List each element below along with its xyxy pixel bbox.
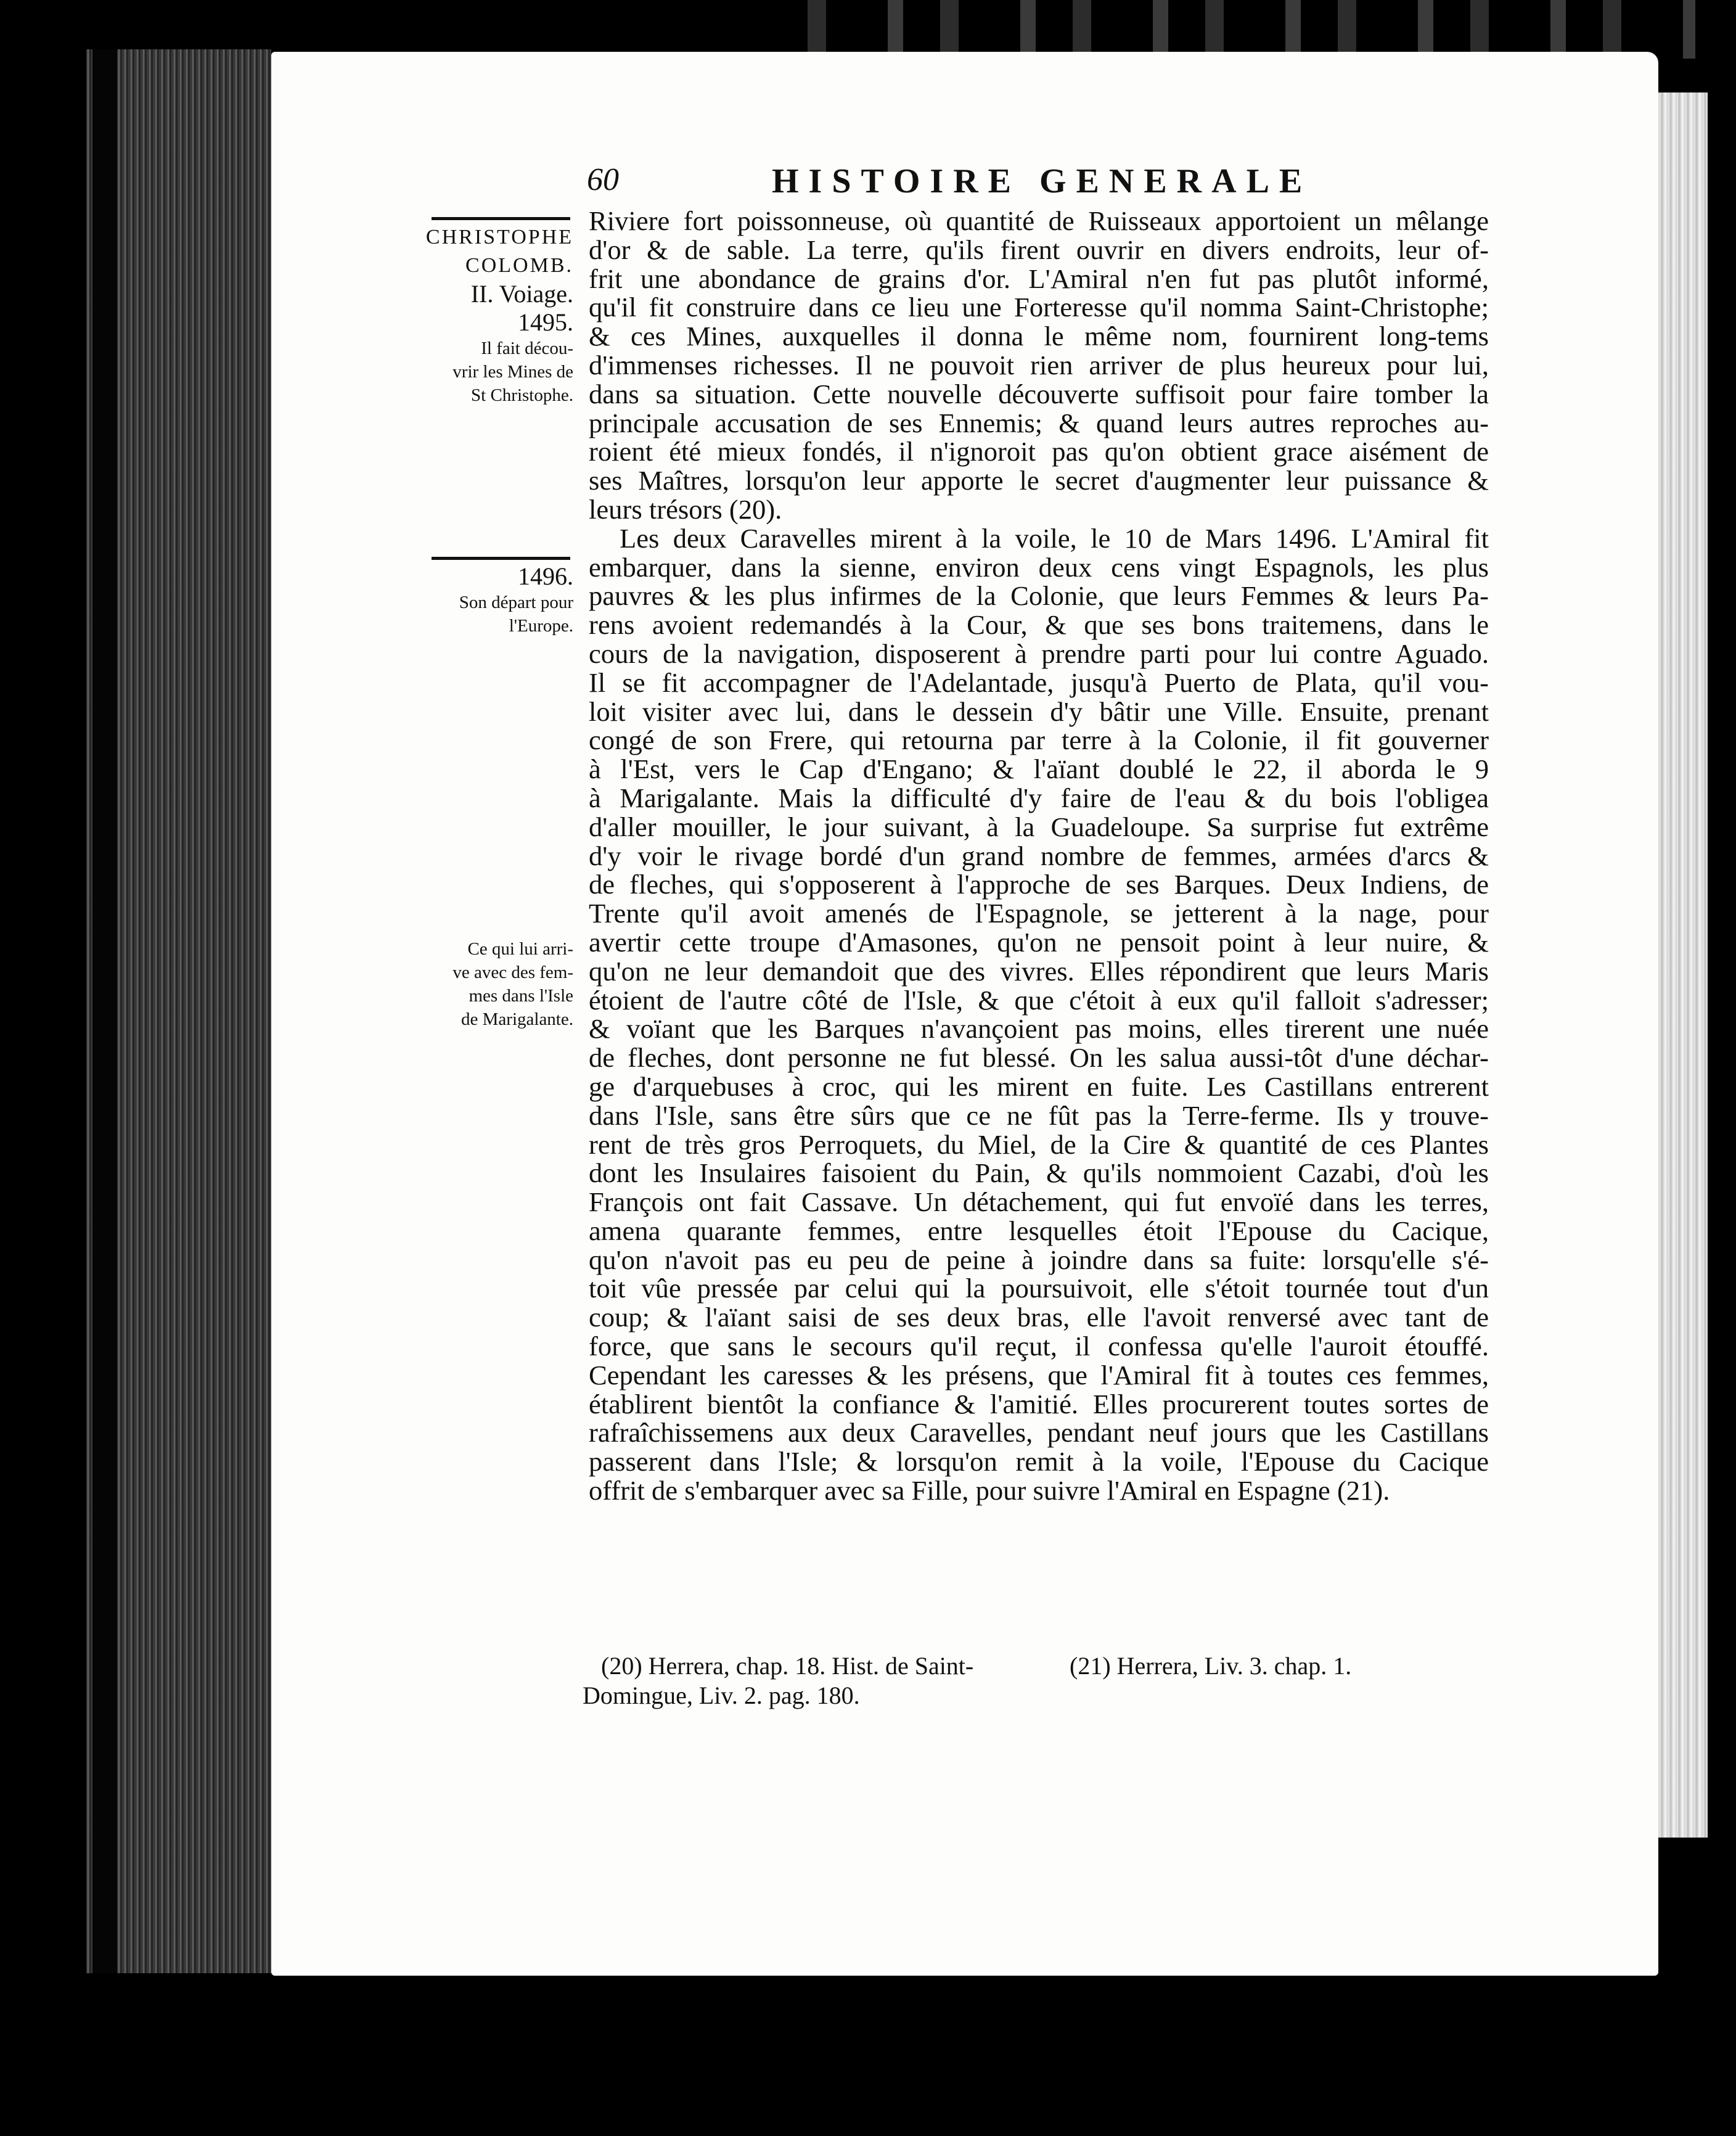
text-line: rens avoient redemandés à la Cour, & que ses bons traitemens, dans le xyxy=(589,609,1489,641)
text-line: Cependant les caresses & les présens, que l'Amiral fit à toutes ces femmes, xyxy=(589,1359,1489,1390)
text-line: passerent dans l'Isle; & lorsqu'on remit à la voile, l'Epouse du Cacique xyxy=(589,1446,1489,1477)
text-line: pauvres & les plus infirmes de la Colonie, que leurs Femmes & leurs Pa- xyxy=(589,580,1489,612)
margin-line: de Marigalante. xyxy=(461,1009,573,1029)
text-line: d'y voir le rivage bordé d'un grand nombre de femmes, armées d'arcs & xyxy=(589,840,1489,871)
text-line: à Marigalante. Mais la difficulté d'y faire de l'eau & du bois l'obligea xyxy=(589,782,1489,813)
margin-rule xyxy=(432,557,570,560)
text-line: dont les Insulaires faisoient du Pain, & qu'ils nommoient Cazabi, d'où les xyxy=(589,1157,1489,1189)
text-line: roient été mieux fondés, il n'ignoroit pas qu'on obtient grace aisément de xyxy=(589,436,1489,467)
scan-top-noise xyxy=(771,0,1695,59)
text-line: ge d'arquebuses à croc, qui les mirent en fuite. Les Castillans entrerent xyxy=(589,1070,1489,1102)
text-line: cours de la navigation, disposerent à prendre parti pour lui contre Aguado. xyxy=(589,638,1489,669)
text-line: & voïant que les Barques n'avançoient pas moins, elles tirerent une nuée xyxy=(589,1013,1489,1045)
margin-line: St Christophe. xyxy=(471,385,573,405)
margin-note-voyage xyxy=(413,223,573,407)
text-line: d'or & de sable. La terre, qu'ils firent ouvrir en divers endroits, leur of- xyxy=(589,234,1489,265)
text-line: François ont fait Cassave. Un détachement, qui fut envoïé dans les terres, xyxy=(589,1186,1489,1218)
text-line: établirent bientôt la confiance & l'amitié. Elles procurerent toutes sortes de xyxy=(589,1388,1489,1419)
text-line: dans sa situation. Cette nouvelle découverte suffisoit pour faire tomber la xyxy=(589,378,1489,409)
text-line: d'immenses richesses. Il ne pouvoit rien arriver de plus heureux pour lui, xyxy=(589,349,1489,380)
text-line: de fleches, qui s'opposerent à l'approche de ses Barques. Deux Indiens, de xyxy=(589,869,1489,900)
margin-line: mes dans l'Isle xyxy=(469,986,573,1006)
text-line: qu'il fit construire dans ce lieu une Forteresse qu'il nomma Saint-Christophe; xyxy=(589,292,1489,323)
text-line: offrit de s'embarquer avec sa Fille, pour suivre l'Amiral en Espagne (21). xyxy=(589,1475,1390,1506)
footnote-line: (21) Herrera, Liv. 3. chap. 1. xyxy=(1070,1652,1352,1680)
margin-line: Ce qui lui arri- xyxy=(467,939,573,959)
margin-line: Son départ pour xyxy=(459,593,573,612)
margin-rule xyxy=(432,217,570,220)
text-line: rafraîchissemens aux deux Caravelles, pendant neuf jours que les Castillans xyxy=(589,1417,1489,1448)
text-line: amena quarante femmes, entre lesquelles étoit l'Epouse du Cacique, xyxy=(589,1215,1489,1246)
text-line: ses Maîtres, lorsqu'on leur apporte le secret d'augmenter leur puissance & xyxy=(589,465,1489,496)
margin-line: CHRISTOPHE xyxy=(425,226,573,249)
text-line: force, que sans le secours qu'il reçut, il confessa qu'elle l'auroit étouffé. xyxy=(589,1331,1489,1362)
margin-line: Il fait décou- xyxy=(481,339,573,358)
margin-line: 1496. xyxy=(518,562,573,590)
footnote-20 xyxy=(583,1651,1045,1711)
text-line: Il se fit accompagner de l'Adelantade, jusqu'à Puerto de Plata, qu'il vou- xyxy=(589,667,1489,698)
text-line: dans l'Isle, sans être sûrs que ce ne fût pas la Terre-ferme. Ils y trouve- xyxy=(589,1099,1489,1131)
footnote-line: Domingue, Liv. 2. pag. 180. xyxy=(583,1682,860,1709)
text-line: leurs trésors (20). xyxy=(589,493,782,525)
text-line: qu'on n'avoit pas eu peu de peine à joindre dans sa fuite: lorsqu'elle s'é- xyxy=(589,1244,1489,1275)
text-line: de fleches, dont personne ne fut blessé. On les salua aussi-tôt d'une déchar- xyxy=(589,1042,1489,1074)
text-line: principale accusation de ses Ennemis; & quand leurs autres reproches au- xyxy=(589,407,1489,438)
text-line: congé de son Frere, qui retourna par terre à la Colonie, il fit gouverner xyxy=(589,725,1489,756)
text-line: qu'on ne leur demandoit que des vivres. Elles répondirent que leurs Maris xyxy=(589,955,1489,987)
running-head: HISTOIRE GENERALE xyxy=(772,162,1312,200)
text-line: frit une abondance de grains d'or. L'Amiral n'en fut pas plutôt informé, xyxy=(589,263,1489,294)
text-line: embarquer, dans la sienne, environ deux cens vingt Espagnols, les plus xyxy=(589,551,1489,583)
text-line: coup; & l'aïant saisi de ses deux bras, elle l'avoit renversé avec tant de xyxy=(589,1302,1489,1333)
text-line: loit visiter avec lui, dans le dessein d'y bâtir une Ville. Ensuite, prenant xyxy=(589,696,1489,727)
text-line: & ces Mines, auxquelles il donna le même nom, fournirent long-tems xyxy=(589,321,1489,352)
body-text xyxy=(589,207,1489,1505)
page-number: 60 xyxy=(587,162,619,197)
text-line: rent de très gros Perroquets, du Miel, de la Cire & quantité de ces Plantes xyxy=(589,1128,1489,1160)
text-line: toit vûe pressée par celui qui la poursuivoit, elle s'étoit tournée tout d'un xyxy=(589,1273,1489,1304)
margin-line: vrir les Mines de xyxy=(452,362,573,382)
text-line: Les deux Caravelles mirent à la voile, le 10 de Mars 1496. L'Amiral fit xyxy=(620,522,1489,554)
margin-line: l'Europe. xyxy=(509,616,573,636)
book-edge-shadow xyxy=(92,49,117,1973)
text-line: Trente qu'il avoit amenés de l'Espagnole, se jetterent à la nage, pour xyxy=(589,898,1489,929)
text-line: d'aller mouiller, le jour suivant, à la Guadeloupe. Sa surprise fut extrême xyxy=(589,811,1489,842)
footnote-line: (20) Herrera, chap. 18. Hist. de Saint- xyxy=(601,1652,974,1680)
margin-note-marigalante xyxy=(413,937,573,1031)
text-line: à l'Est, vers le Cap d'Engano; & l'aïant doublé le 22, il aborda le 9 xyxy=(589,754,1489,785)
text-line: étoient de l'autre côté de l'Isle, & que c'étoit à eux qu'il falloit s'adresser; xyxy=(589,984,1489,1016)
text-line: Riviere fort poissonneuse, où quantité de Ruisseaux apportoient un mêlange xyxy=(589,205,1489,236)
footnote-21 xyxy=(1070,1651,1501,1681)
margin-line: II. Voiage. xyxy=(470,280,573,308)
text-line: avertir cette troupe d'Amasones, qu'on ne pensoit point à leur nuire, & xyxy=(589,926,1489,958)
page-header xyxy=(587,162,1339,205)
margin-line: 1495. xyxy=(518,308,573,336)
margin-note-departure xyxy=(413,562,573,638)
margin-line: COLOMB. xyxy=(465,254,573,277)
margin-line: ve avec des fem- xyxy=(452,963,573,982)
